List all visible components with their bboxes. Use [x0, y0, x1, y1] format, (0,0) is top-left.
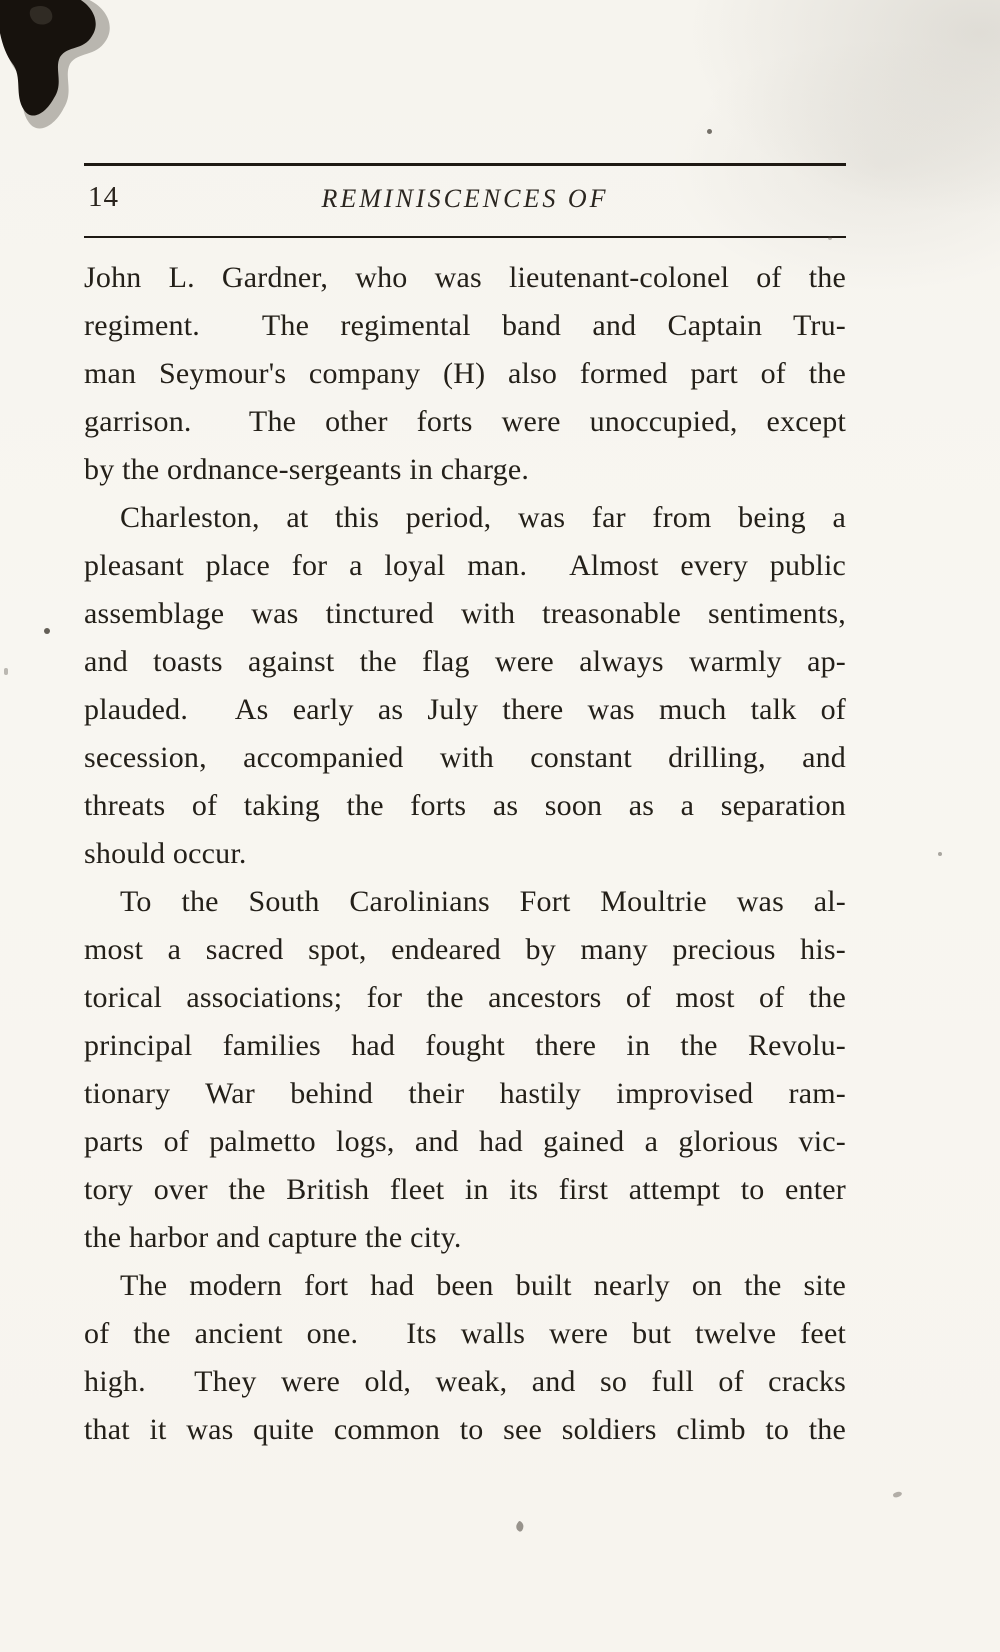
scan-speck: [707, 129, 712, 134]
text-line: John L. Gardner, who was lieutenant-colonel of the: [84, 261, 846, 294]
scan-speck: [4, 668, 8, 675]
ink-blot-icon: [0, 0, 128, 136]
text-line: Charleston, at this period, was far from being a: [120, 501, 846, 534]
text-line: assemblage was tinctured with treasonable sentiments,: [84, 597, 846, 630]
text-line: that it was quite common to see soldiers climb to the: [84, 1413, 846, 1446]
page-body: [84, 254, 846, 1454]
text-line: garrison. The other forts were unoccupied, except: [84, 405, 846, 438]
scan-speck: [938, 852, 942, 856]
scan-speck: [44, 628, 50, 634]
text-line: most a sacred spot, endeared by many precious his-: [84, 933, 846, 966]
text-line: high. They were old, weak, and so full of cracks: [84, 1365, 846, 1398]
text-line: The modern fort had been built nearly on the site: [120, 1269, 846, 1302]
text-line: principal families had fought there in the Revolu-: [84, 1029, 846, 1062]
paragraph: [84, 494, 846, 878]
text-line: by the ordnance-sergeants in charge.: [84, 453, 530, 486]
scan-speck: [514, 1521, 526, 1533]
text-line: secession, accompanied with constant drilling, and: [84, 741, 846, 774]
running-head-title: REMINISCENCES OF: [321, 184, 609, 213]
text-line: of the ancient one. Its walls were but twelve feet: [84, 1317, 846, 1350]
text-line: To the South Carolinians Fort Moultrie was al-: [120, 885, 846, 918]
paragraph: [84, 1262, 846, 1454]
paragraph: [84, 254, 846, 494]
text-line: the harbor and capture the city.: [84, 1221, 462, 1254]
text-line: man Seymour's company (H) also formed part of the: [84, 357, 846, 390]
text-line: tionary War behind their hastily improvised ram-: [84, 1077, 846, 1110]
scan-speck: [892, 1491, 902, 1499]
paragraph: [84, 878, 846, 1262]
header-bottom-rule: [84, 236, 846, 238]
scan-speck: [828, 236, 832, 240]
text-line: parts of palmetto logs, and had gained a glorious vic-: [84, 1125, 846, 1158]
text-line: threats of taking the forts as soon as a separation: [84, 789, 846, 822]
text-line: and toasts against the flag were always warmly ap-: [84, 645, 846, 678]
text-line: regiment. The regimental band and Captain Tru-: [84, 309, 846, 342]
text-line: torical associations; for the ancestors of most of the: [84, 981, 846, 1014]
text-line: plauded. As early as July there was much talk of: [84, 693, 846, 726]
header-top-rule: [84, 163, 846, 166]
text-line: tory over the British fleet in its first attempt to enter: [84, 1173, 846, 1206]
page-number: 14: [88, 181, 119, 213]
text-line: should occur.: [84, 837, 247, 870]
text-line: pleasant place for a loyal man. Almost every public: [84, 549, 846, 582]
